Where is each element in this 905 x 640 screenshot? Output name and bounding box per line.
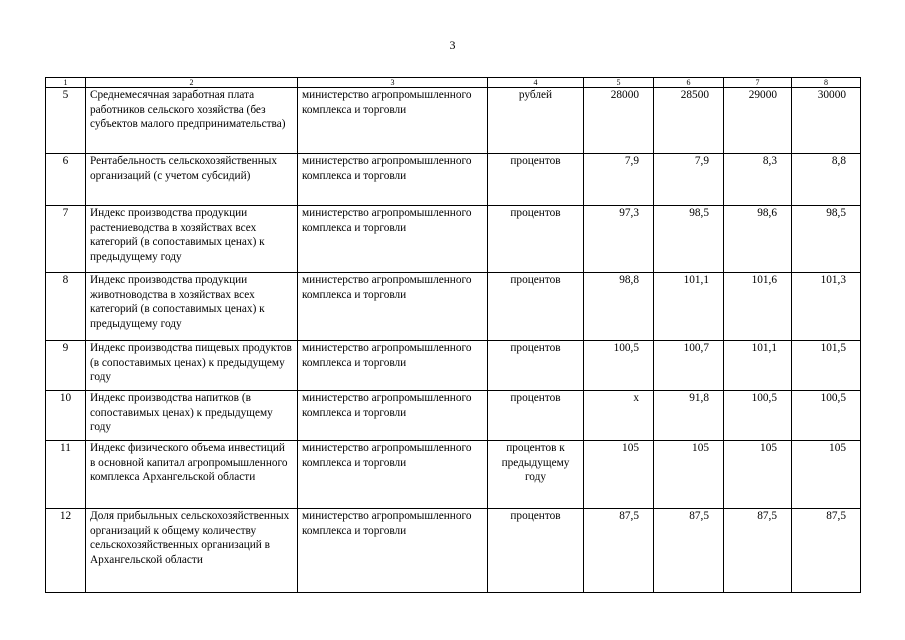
value-cell: 87,5 (792, 509, 861, 593)
value-cell: 101,1 (724, 341, 792, 391)
agency-cell: министерство агропромышленного комплекса и торговли (298, 509, 488, 593)
value-cell: 101,5 (792, 341, 861, 391)
table-row (46, 206, 861, 273)
row-number: 5 (46, 88, 86, 154)
row-number: 12 (46, 509, 86, 593)
table-row (46, 391, 861, 441)
value-cell: 28500 (654, 88, 724, 154)
value-cell: 7,9 (654, 154, 724, 206)
indicator-cell: Индекс производства напитков (в сопоставимых ценах) к предыдущему году (86, 391, 298, 441)
indicator-cell: Индекс физического объема инвестиций в основной капитал агропромышленного комплекса Архангельской области (86, 441, 298, 509)
row-number: 6 (46, 154, 86, 206)
value-cell: х (584, 391, 654, 441)
unit-cell: процентов (488, 509, 584, 593)
value-cell: 30000 (792, 88, 861, 154)
agency-cell: министерство агропромышленного комплекса и торговли (298, 206, 488, 273)
unit-cell: процентов (488, 341, 584, 391)
agency-cell: министерство агропромышленного комплекса и торговли (298, 154, 488, 206)
indicator-cell: Доля прибыльных сельскохозяйственных организаций к общему количеству сельскохозяйственных организаций в Архангельской области (86, 509, 298, 593)
row-number: 10 (46, 391, 86, 441)
value-cell: 91,8 (654, 391, 724, 441)
value-cell: 98,5 (654, 206, 724, 273)
value-cell: 105 (792, 441, 861, 509)
agency-cell: министерство агропромышленного комплекса и торговли (298, 391, 488, 441)
value-cell: 29000 (724, 88, 792, 154)
column-number: 6 (654, 78, 724, 88)
value-cell: 87,5 (654, 509, 724, 593)
row-number: 8 (46, 273, 86, 341)
value-cell: 100,5 (792, 391, 861, 441)
column-number: 2 (86, 78, 298, 88)
indicator-cell: Индекс производства продукции животноводства в хозяйствах всех категорий (в сопоставимых ценах) к предыдущему году (86, 273, 298, 341)
value-cell: 101,1 (654, 273, 724, 341)
unit-cell: процентов (488, 273, 584, 341)
column-numbers-row (46, 78, 861, 88)
unit-cell: процентов (488, 154, 584, 206)
row-number: 7 (46, 206, 86, 273)
table-row (46, 341, 861, 391)
value-cell: 105 (584, 441, 654, 509)
agency-cell: министерство агропромышленного комплекса и торговли (298, 88, 488, 154)
value-cell: 101,6 (724, 273, 792, 341)
value-cell: 98,6 (724, 206, 792, 273)
unit-cell: процентов (488, 206, 584, 273)
value-cell: 87,5 (584, 509, 654, 593)
agency-cell: министерство агропромышленного комплекса и торговли (298, 341, 488, 391)
value-cell: 7,9 (584, 154, 654, 206)
value-cell: 105 (654, 441, 724, 509)
indicator-cell: Среднемесячная заработная плата работников сельского хозяйства (без субъектов малого предпринимательства) (86, 88, 298, 154)
indicator-cell: Индекс производства продукции растениеводства в хозяйствах всех категорий (в сопоставимых ценах) к предыдущему году (86, 206, 298, 273)
row-number: 9 (46, 341, 86, 391)
table-row (46, 441, 861, 509)
table-row (46, 509, 861, 593)
column-number: 8 (792, 78, 861, 88)
value-cell: 8,8 (792, 154, 861, 206)
value-cell: 87,5 (724, 509, 792, 593)
agency-cell: министерство агропромышленного комплекса и торговли (298, 441, 488, 509)
column-number: 4 (488, 78, 584, 88)
table-row (46, 154, 861, 206)
value-cell: 100,5 (584, 341, 654, 391)
indicator-cell: Рентабельность сельскохозяйственных организаций (с учетом субсидий) (86, 154, 298, 206)
unit-cell: процентов (488, 391, 584, 441)
table-row (46, 88, 861, 154)
column-number: 7 (724, 78, 792, 88)
page-number: 3 (449, 38, 456, 52)
value-cell: 8,3 (724, 154, 792, 206)
row-number: 11 (46, 441, 86, 509)
column-number: 3 (298, 78, 488, 88)
indicators-table (45, 77, 861, 593)
value-cell: 100,5 (724, 391, 792, 441)
value-cell: 28000 (584, 88, 654, 154)
column-number: 5 (584, 78, 654, 88)
value-cell: 97,3 (584, 206, 654, 273)
agency-cell: министерство агропромышленного комплекса и торговли (298, 273, 488, 341)
value-cell: 101,3 (792, 273, 861, 341)
column-number: 1 (46, 78, 86, 88)
unit-cell: рублей (488, 88, 584, 154)
value-cell: 98,8 (584, 273, 654, 341)
unit-cell: процентов к предыдущему году (488, 441, 584, 509)
value-cell: 100,7 (654, 341, 724, 391)
indicator-cell: Индекс производства пищевых продуктов (в сопоставимых ценах) к предыдущему году (86, 341, 298, 391)
value-cell: 98,5 (792, 206, 861, 273)
table-row (46, 273, 861, 341)
value-cell: 105 (724, 441, 792, 509)
